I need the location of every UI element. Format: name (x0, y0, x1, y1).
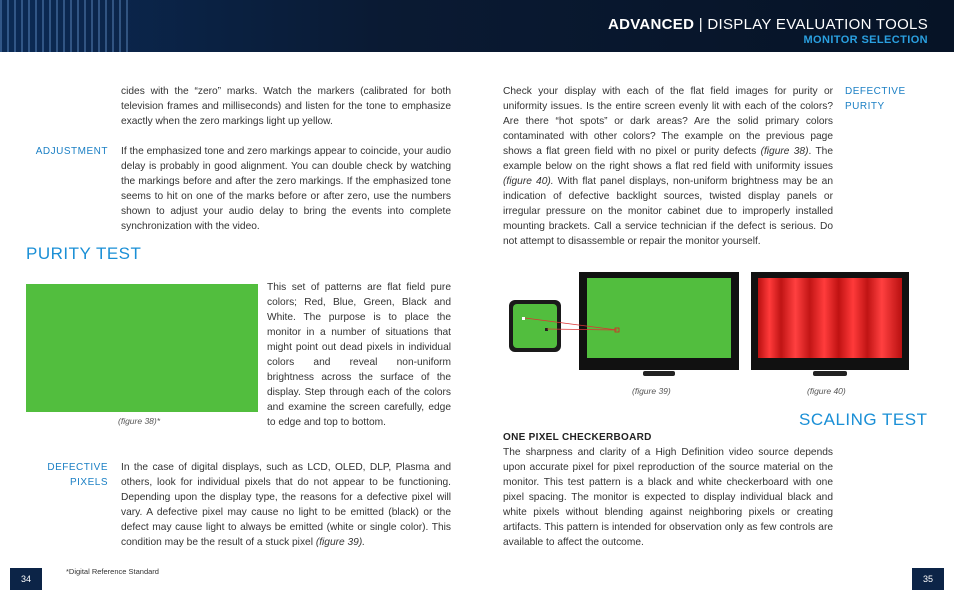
checkerboard-heading: ONE PIXEL CHECKERBOARD (503, 432, 652, 443)
intro-paragraph: cides with the “zero” marks. Watch the markers (calibrated for both television frames and milliseconds) and listen for the tone to emphasize exactly when the zero markings light up yellow. (121, 86, 451, 127)
purity-check-paragraph: Check your display with each of the flat field images for purity or uniformity issues. Is the entire screen evenly lit with each of the colors? Are there “hot spots” or dark areas? Are the solid primary colors contaminated with other colors? The example on the previous page shows a flat green field with no pixel or purity defects (figure 38). The example below on the right shows a flat red field with uniformity issues (figure 40). With flat panel displays, non-uniform brightness may be an indication of defective backlight sources, twisted display panels or irregular pressure on the monitor cabinet due to improperly installed mounting brackets. Call a service technician if the defect is serious. Do not attempt to disassemble or repair the monitor yourself. (503, 86, 833, 247)
figure-38-caption: (figure 38)* (118, 416, 161, 426)
defective-purity-label: DEFECTIVE PURITY (845, 86, 906, 112)
monitor-figure-39 (579, 272, 739, 376)
header-subtitle: MONITOR SELECTION (803, 34, 928, 46)
header-decoration (0, 0, 130, 52)
adjustment-paragraph: If the emphasized tone and zero markings appear to coincide, your audio delay is probably in good alignment. You can double check by watching the markings before and after the zero markings. If the emphasized tone seems to hit on one of the marks before or after zero, use the numbers shown to adjust your audio delay to bring the events into complete synchronization with the video. (121, 146, 451, 232)
page-number-left: 34 (10, 568, 42, 590)
figure-39-caption: (figure 39) (632, 386, 671, 396)
scaling-test-title: SCALING TEST (799, 410, 928, 429)
checkerboard-paragraph: The sharpness and clarity of a High Definition video source depends upon accurate pixel for pixel reproduction of the source material on the monitor. This test pattern is a black and white checkerboard with one pixel spacing. The monitor is expected to display individual black and white pixels without blending against neighboring pixels or creating artifacts. This pattern is intended for observation only as few controls are available to affect the outcome. (503, 447, 833, 548)
monitor-figures (505, 268, 915, 388)
adjustment-label: ADJUSTMENT (35, 146, 108, 157)
page-number-right: 35 (912, 568, 944, 590)
purity-paragraph: This set of patterns are flat field pure colors; Red, Blue, Green, Black and White. The purpose is to place the monitor in a number of situations that might point out dead pixels in individual colors and reveal non-uniform brightness across the surface of the display. Step through each of the colors and examine the screen carefully, edge to edge and top to bottom. (267, 282, 451, 428)
figure-38-green-field (26, 284, 258, 412)
defective-pixels-label: DEFECTIVE PIXELS (47, 462, 108, 488)
header-title: ADVANCED | DISPLAY EVALUATION TOOLS (607, 16, 928, 33)
footnote: *Digital Reference Standard (66, 567, 159, 576)
figure-40-caption: (figure 40) (807, 386, 846, 396)
pixel-zoom-inset (509, 300, 561, 352)
page-header (0, 0, 954, 52)
defective-pixels-paragraph: In the case of digital displays, such as LCD, OLED, DLP, Plasma and others, look for individual pixels that do not appear to be functioning. Depending upon the display type, the reasons for a defective pixel will vary. A defective pixel may cause no light to be emitted (black) or the defect may cause light to always be emitted (white or single color). This condition may be the result of a stuck pixel (figure 39). (121, 462, 451, 548)
purity-test-title: PURITY TEST (26, 244, 142, 263)
monitor-figure-40 (751, 272, 909, 376)
